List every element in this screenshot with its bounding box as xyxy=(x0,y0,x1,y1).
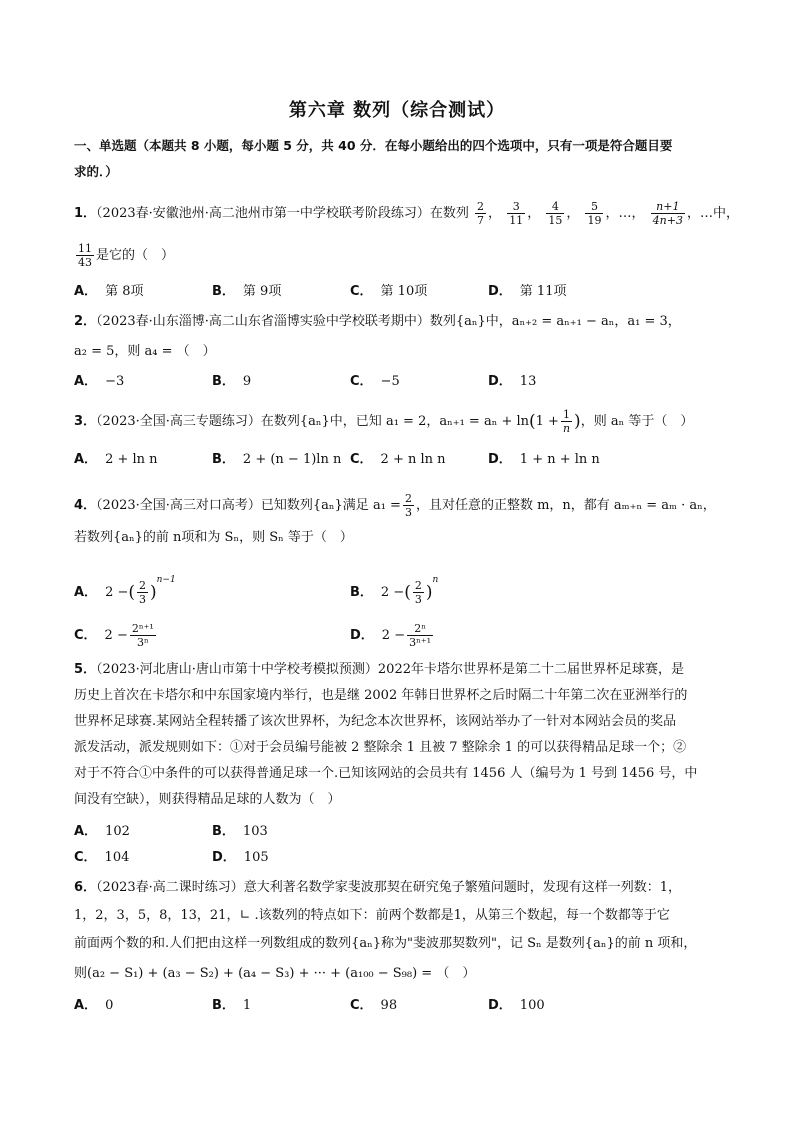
question-4-stem-2: 若数列{aₙ}的前 n项和为 Sₙ，则 Sₙ 等于（ ） xyxy=(74,530,353,545)
q2-option-b[interactable]: B． 9 xyxy=(212,374,252,389)
section-header-line-2: 求的．） xyxy=(74,164,118,179)
q6-option-b[interactable]: B． 1 xyxy=(212,998,252,1013)
q6-option-c[interactable]: C． 98 xyxy=(350,998,398,1013)
q6-option-d[interactable]: D． 100 xyxy=(488,998,545,1013)
section-header-line-1: 一、单选题（本题共 8 小题，每小题 5 分，共 40 分．在每小题给出的四个选项中，只有一项是符合题目要 xyxy=(74,138,673,153)
question-4-stem xyxy=(74,492,724,519)
question-5-line-3: 世界杯足球赛.某网站全程转播了该次世界杯，为纪念本次世界杯，该网站举办了一针对本网站会员的奖品 xyxy=(74,714,677,729)
question-2-number: 2． xyxy=(74,314,97,329)
question-3-number: 3． xyxy=(74,414,97,429)
q1-frac-4: $\frac{5}{19}$ xyxy=(587,200,602,227)
question-6-line-2: 1，2，3，5，8，13，21，∟ .该数列的特点如下：前两个数都是1，从第三个数起，每一个数都等于它 xyxy=(74,908,670,923)
q4-frac: $\frac{2}{3}$ xyxy=(404,492,412,519)
question-6-line-3: 前面两个数的和.人们把由这样一列数组成的数列{aₙ}称为"斐波那契数列"，记 Sₙ 是数列{aₙ}的前 n 项和， xyxy=(74,936,697,951)
q1-frac-1: $\frac{2}{7}$ xyxy=(477,200,485,227)
question-2-line-1: （2023春·山东淄博·高二山东省淄博实验中学校联考期中）数列{aₙ}中，aₙ₊₂ = aₙ₊₁ − aₙ，a₁ = 3， xyxy=(96,314,681,329)
q3-option-d[interactable]: D． 1 + n + ln n xyxy=(488,452,600,467)
q3-option-c[interactable]: C． 2 + n ln n xyxy=(350,452,446,467)
q4-option-a[interactable]: A． 2 −( $\frac{2}{3}$ )$^{n-1}$ xyxy=(74,575,176,606)
question-3-line-1b: ，则 aₙ 等于（ ） xyxy=(580,414,694,429)
q1-option-c[interactable]: C． 第 10项 xyxy=(350,284,428,299)
q4-option-c[interactable]: C． 2 − $\frac{\text{2ⁿ⁺¹}}{\text{3ⁿ}}$ xyxy=(74,622,154,649)
q1-option-a[interactable]: A． 第 8项 xyxy=(74,284,144,299)
q1-frac-2: $\frac{3}{11}$ xyxy=(509,200,524,227)
q1-option-b[interactable]: B． 第 9项 xyxy=(212,284,282,299)
question-1-source: （2023春·安徽池州·高二池州市第一中学校联考阶段练习）在数列 xyxy=(96,206,469,221)
question-6-number: 6． xyxy=(74,880,97,895)
q2-option-d[interactable]: D． 13 xyxy=(488,374,537,389)
question-3-line-1a: （2023·全国·高三专题练习）在数列{aₙ}中，已知 a₁ = 2，aₙ₊₁ = aₙ + ln xyxy=(96,414,530,429)
q2-option-a[interactable]: A． −3 xyxy=(74,374,125,389)
q4-option-b[interactable]: B． 2 −( $\frac{2}{3}$ )$^n$ xyxy=(350,575,439,606)
question-5-line-5: 对于不符合①中条件的可以获得普通足球一个.已知该网站的会员共有 1456 人（编号为 1 号到 1456 号，中 xyxy=(74,766,698,781)
q1-ellipsis: …， xyxy=(618,206,645,221)
question-5-line-1: 5．（2023·河北唐山·唐山市第十中学校考模拟预测）2022年卡塔尔世界杯是第二十二届世界杯足球赛，是 xyxy=(74,662,684,677)
question-1-stem-2 xyxy=(74,242,724,269)
q1-target-frac: $\frac{11}{43}$ xyxy=(78,242,92,269)
question-6-line-4: 则(a₂ − S₁) + (a₃ − S₂) + (a₄ − S₃) + ··· + (a₁₀₀ − S₉₈) = （ ） xyxy=(74,966,476,981)
question-1-number: 1． xyxy=(74,206,97,221)
q5-option-c[interactable]: C． 104 xyxy=(74,850,130,865)
q2-option-c[interactable]: C． −5 xyxy=(350,374,400,389)
q1-option-d[interactable]: D． 第 11项 xyxy=(488,284,567,299)
question-5-number: 5． xyxy=(74,662,97,677)
page-title: 第六章 数列（综合测试） xyxy=(288,100,506,121)
q5-option-b[interactable]: B． 103 xyxy=(212,824,268,839)
q3-option-b[interactable]: B． 2 + (n − 1)ln n xyxy=(212,452,342,467)
question-1-stem: 1．（2023春·安徽池州·高二池州市第一中学校联考阶段练习）在数列 $\frac{2}{7}$ ， $\frac{3}{11}$ ， $\frac{4}{15}$ ， $\frac{5}{19}$ ，…， $\frac{n+1}{4n+3}$ ，…中， xyxy=(74,200,739,227)
q1-stem2: 是它的（ ） xyxy=(96,248,175,263)
q1-frac-general: $\frac{n+1}{4n+3}$ xyxy=(652,200,683,227)
q1-tail: …中， xyxy=(699,206,739,221)
q3-option-a[interactable]: A． 2 + ln n xyxy=(74,452,158,467)
question-2-stem-2: a₂ = 5，则 a₄ = （ ） xyxy=(74,344,216,359)
question-5-line-4: 派发活动，派发规则如下：①对于会员编号能被 2 整除余 1 且被 7 整除余 1 的可以获得精品足球一个；② xyxy=(74,740,687,755)
q4-option-d[interactable]: D． 2 − $\frac{\text{2ⁿ}}{\text{3ⁿ⁺¹}}$ xyxy=(350,622,432,649)
question-4-line-1b: ，且对任意的正整数 m，n，都有 aₘ₊ₙ = aₘ · aₙ， xyxy=(415,498,716,513)
question-4-line-1a: （2023·全国·高三对口高考）已知数列{aₙ}满足 a₁ = xyxy=(96,498,401,513)
question-2-stem xyxy=(74,312,724,332)
question-3-stem: 3．（2023·全国·高三专题练习）在数列{aₙ}中，已知 a₁ = 2，aₙ₊₁ = aₙ + ln(1 + $\frac{1}{n}$ )，则 aₙ 等于（ ） xyxy=(74,408,694,435)
q5-option-d[interactable]: D． 105 xyxy=(212,850,269,865)
question-5-line-2: 历史上首次在卡塔尔和中东国家境内举行，也是继 2002 年韩日世界杯之后时隔二十年第二次在亚洲举行的 xyxy=(74,688,688,703)
q3-frac: $\frac{1}{n}$ xyxy=(562,408,571,435)
q5-option-a[interactable]: A． 102 xyxy=(74,824,130,839)
question-5-line-6: 间没有空缺），则获得精品足球的人数为（ ） xyxy=(74,792,341,807)
question-6-line-1: 6．（2023春·高二课时练习）意大利著名数学家斐波那契在研究兔子繁殖问题时，发现有这样一列数：1， xyxy=(74,880,682,895)
question-4-number: 4． xyxy=(74,498,97,513)
q6-option-a[interactable]: A． 0 xyxy=(74,998,114,1013)
q1-frac-3: $\frac{4}{15}$ xyxy=(548,200,563,227)
q3-inner: 1 + xyxy=(535,414,559,429)
